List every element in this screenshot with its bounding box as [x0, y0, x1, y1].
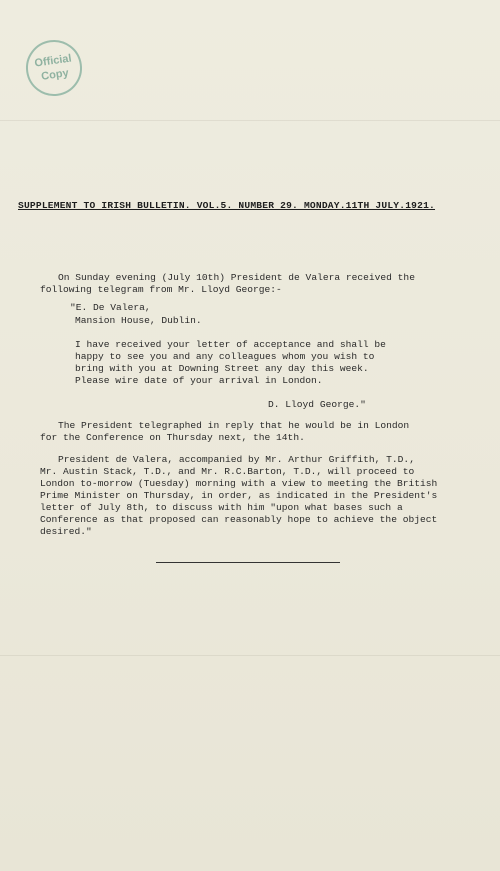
telegram-address: Mansion House, Dublin.: [75, 315, 202, 326]
telegram-body-line-4: Please wire date of your arrival in London.: [75, 375, 323, 386]
telegram-body-line-3: bring with you at Downing Street any day this week.: [75, 363, 369, 374]
page-fold-line: [0, 120, 500, 121]
closing-rule: [156, 562, 340, 563]
reply-line-2: for the Conference on Thursday next, the 14th.: [40, 432, 305, 443]
closing-line-7: desired.": [40, 526, 92, 537]
telegram-body-line-1: I have received your letter of acceptance and shall be: [75, 339, 386, 350]
closing-line-6: Conference as that proposed can reasonably hope to achieve the object: [40, 514, 438, 525]
telegram-signature: D. Lloyd George.": [268, 399, 366, 410]
bulletin-header: SUPPLEMENT TO IRISH BULLETIN. VOL.5. NUMBER 29. MONDAY.11TH JULY.1921.: [18, 200, 436, 211]
telegram-addressee: "E. De Valera,: [70, 302, 151, 313]
page-fold-line: [0, 655, 500, 656]
closing-line-2: Mr. Austin Stack, T.D., and Mr. R.C.Barton, T.D., will proceed to: [40, 466, 415, 477]
reply-line-1: The President telegraphed in reply that he would be in London: [58, 420, 410, 431]
official-copy-stamp: [22, 36, 85, 99]
intro-line-1: On Sunday evening (July 10th) President de Valera received the: [58, 272, 415, 283]
closing-line-5: letter of July 8th, to discuss with him "upon what bases such a: [40, 502, 403, 513]
closing-line-3: London to-morrow (Tuesday) morning with a view to meeting the British: [40, 478, 438, 489]
closing-line-4: Prime Minister on Thursday, in order, as indicated in the President's: [40, 490, 438, 501]
telegram-body-line-2: happy to see you and any colleagues whom you wish to: [75, 351, 375, 362]
intro-line-2: following telegram from Mr. Lloyd George:-: [40, 284, 282, 295]
stamp-line-1: Official: [33, 52, 73, 70]
closing-line-1: President de Valera, accompanied by Mr. Arthur Griffith, T.D.,: [58, 454, 415, 465]
stamp-line-2: Copy: [40, 67, 70, 83]
